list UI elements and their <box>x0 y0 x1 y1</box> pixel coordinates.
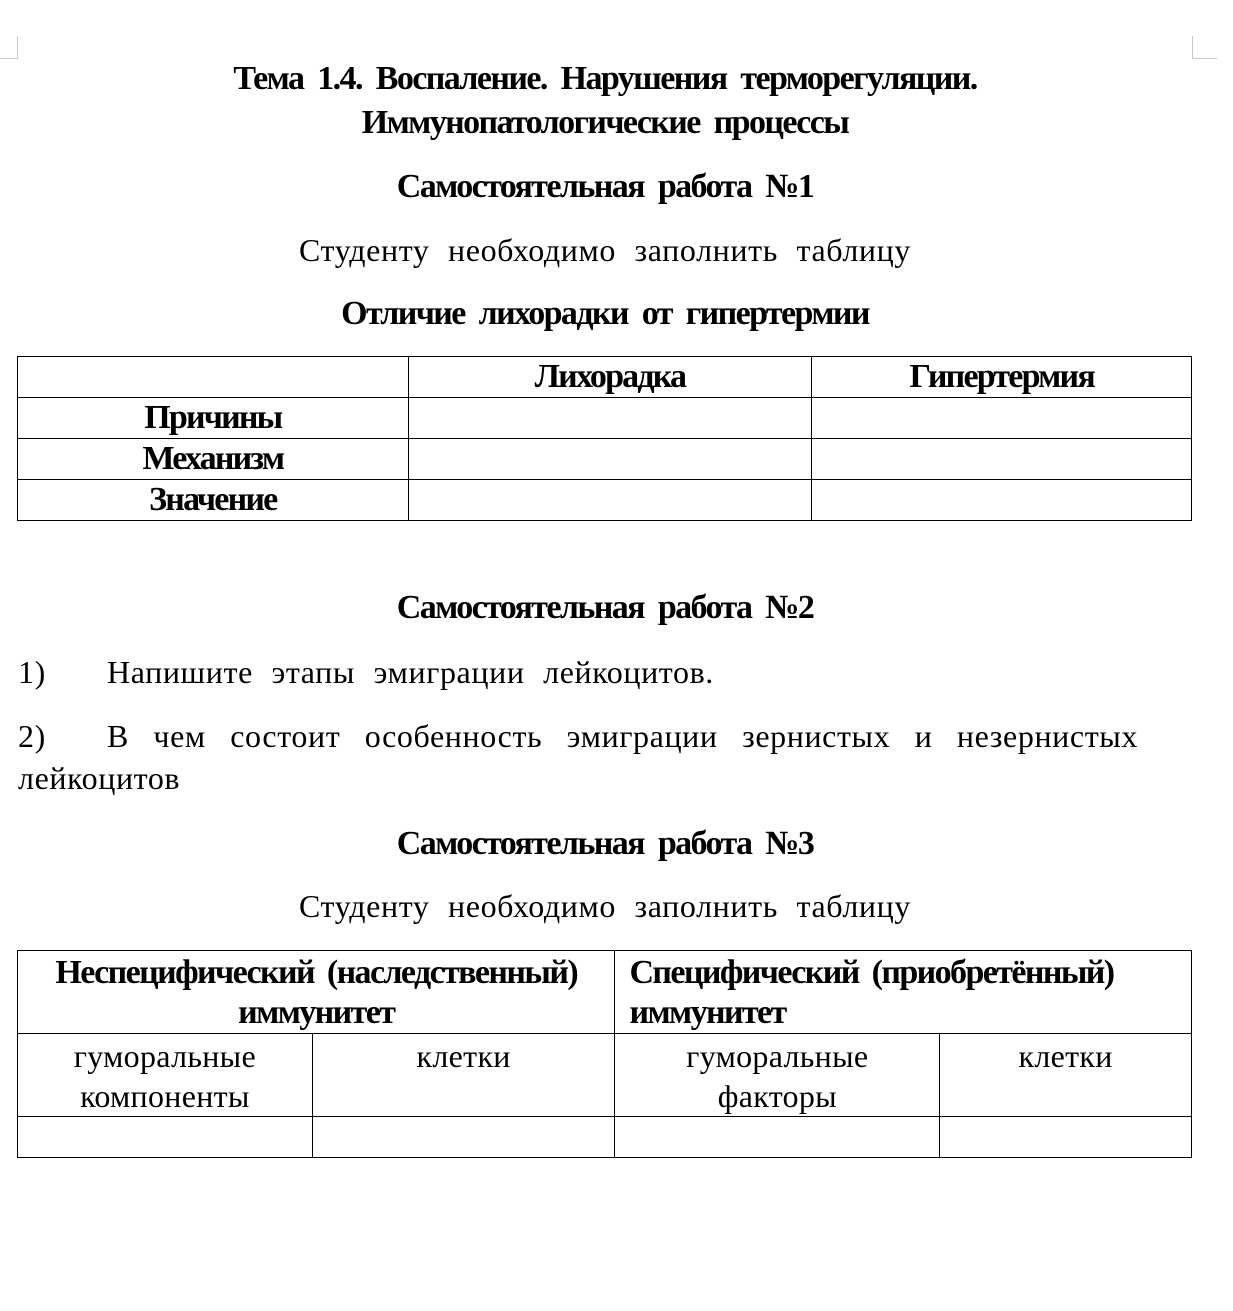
table-header-row <box>18 357 1192 398</box>
table-row <box>18 1117 1192 1158</box>
subheader-line: клетки <box>1018 1038 1113 1074</box>
row-label-significance: Значение <box>18 480 409 521</box>
header-line: иммунитет <box>238 994 395 1031</box>
header-specific-immunity <box>615 951 1192 1034</box>
work1-table-title: Отличие лихорадки от гипертермии <box>341 295 869 332</box>
page-corner-mark-left <box>0 36 18 59</box>
fever-vs-hyperthermia-table <box>17 356 1192 521</box>
list-text-continued: лейкоцитов <box>18 760 181 796</box>
table-cell-input[interactable] <box>615 1117 940 1158</box>
subheader-line: факторы <box>717 1078 837 1114</box>
list-number: 2) <box>18 718 46 754</box>
subheader-line: клетки <box>416 1038 511 1074</box>
table-subheader-row <box>18 1034 1192 1117</box>
work2-title: Самостоятельная работа №2 <box>396 589 814 626</box>
table-cell-input[interactable] <box>812 439 1192 480</box>
list-text: Напишите этапы эмиграции лейкоцитов. <box>107 654 714 690</box>
immunity-table <box>17 950 1192 1158</box>
list-number: 1) <box>18 654 46 690</box>
subheader-line: гуморальные <box>73 1038 256 1074</box>
work3-instruction: Студенту необходимо заполнить таблицу <box>299 888 911 924</box>
subheader-line: компоненты <box>80 1078 250 1114</box>
topic-title-line1: Тема 1.4. Воспаление. Нарушения терморегуляции. <box>233 60 977 97</box>
header-line: Неспецифический (наследственный) <box>55 954 578 991</box>
table-row <box>18 480 1192 521</box>
subheader-line: гуморальные <box>686 1038 869 1074</box>
header-nonspecific-immunity <box>18 951 615 1034</box>
work1-instruction: Студенту необходимо заполнить таблицу <box>299 232 911 268</box>
list-item <box>18 715 1138 799</box>
table-row <box>18 398 1192 439</box>
list-text: В чем состоит особенность эмиграции зернистых и незернистых <box>107 718 1138 754</box>
subheader-cells <box>312 1034 615 1117</box>
header-cell-fever: Лихорадка <box>408 357 812 398</box>
table-cell-input[interactable] <box>940 1117 1192 1158</box>
header-cell-empty <box>18 357 409 398</box>
header-cell-hyperthermia: Гипертермия <box>812 357 1192 398</box>
work1-title: Самостоятельная работа №1 <box>396 168 814 205</box>
subheader-humoral-components <box>18 1034 313 1117</box>
table-cell-input[interactable] <box>18 1117 313 1158</box>
table-cell-input[interactable] <box>812 480 1192 521</box>
header-line: иммунитет <box>629 994 786 1031</box>
list-item <box>18 651 714 693</box>
table-row <box>18 439 1192 480</box>
subheader-humoral-factors <box>615 1034 940 1117</box>
row-label-causes: Причины <box>18 398 409 439</box>
header-line: Специфический (приобретённый) <box>629 954 1114 991</box>
topic-title-line2: Иммунопатологические процессы <box>361 104 849 141</box>
table-cell-input[interactable] <box>812 398 1192 439</box>
table-header-row <box>18 951 1192 1034</box>
work3-title: Самостоятельная работа №3 <box>396 825 814 862</box>
table-cell-input[interactable] <box>408 398 812 439</box>
page-corner-mark-right <box>1192 36 1217 59</box>
table-cell-input[interactable] <box>312 1117 615 1158</box>
subheader-cells <box>940 1034 1192 1117</box>
table-cell-input[interactable] <box>408 439 812 480</box>
table-cell-input[interactable] <box>408 480 812 521</box>
row-label-mechanism: Механизм <box>18 439 409 480</box>
